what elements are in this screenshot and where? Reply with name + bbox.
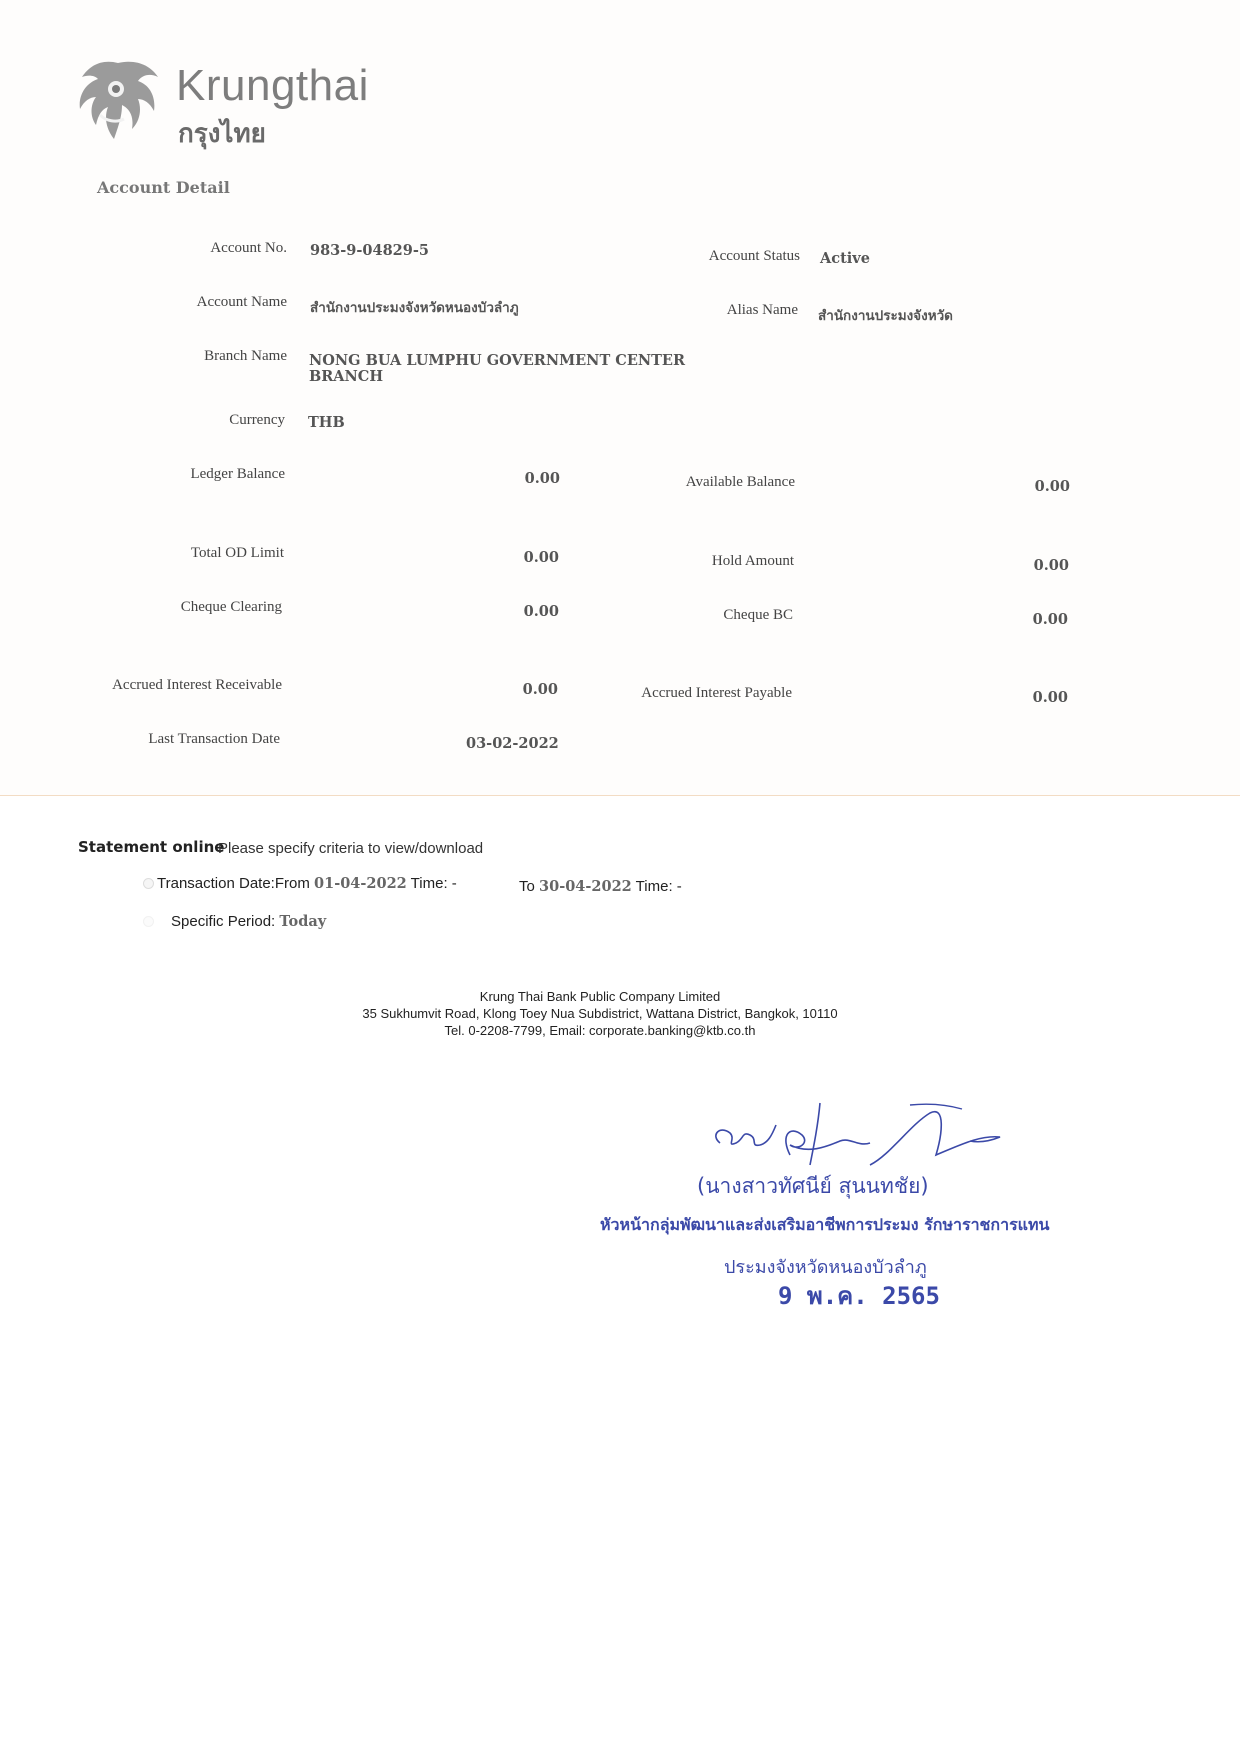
currency-label: Currency bbox=[229, 412, 285, 428]
certifier-name: (นางสาวทัศนีย์ สุนนทชัย) bbox=[697, 1174, 929, 1198]
account-detail-title: Account Detail bbox=[97, 178, 230, 197]
garuda-icon bbox=[72, 55, 164, 147]
logo-text-en: Krungthai bbox=[176, 61, 369, 110]
account-status-label: Account Status bbox=[708, 248, 800, 264]
cheque-clearing-value: 0.00 bbox=[523, 603, 559, 620]
to-label: To bbox=[519, 878, 535, 895]
footer-address: 35 Sukhumvit Road, Klong Toey Nua Subdistrict, Wattana District, Bangkok, 10110 bbox=[362, 1006, 838, 1021]
specific-period-row bbox=[171, 913, 326, 930]
account-name-label: Account Name bbox=[196, 294, 287, 310]
specific-period-label: Specific Period: bbox=[171, 913, 276, 930]
bank-footer bbox=[300, 988, 900, 1039]
branch-name-value-line2: BRANCH bbox=[309, 368, 384, 385]
total-od-limit-label: Total OD Limit bbox=[190, 545, 284, 561]
specific-period-value[interactable]: Today bbox=[279, 913, 327, 930]
transaction-date-radio[interactable] bbox=[143, 878, 154, 889]
alias-name-label: Alias Name bbox=[726, 302, 798, 318]
krungthai-logo bbox=[72, 55, 392, 155]
account-name-value: สำนักงานประมงจังหวัดหนองบัวลำภู bbox=[310, 300, 519, 316]
accrued-interest-payable-value: 0.00 bbox=[1032, 689, 1068, 706]
section-divider bbox=[0, 795, 1240, 796]
cheque-clearing-label: Cheque Clearing bbox=[180, 599, 282, 615]
account-no-value: 983-9-04829-5 bbox=[310, 242, 429, 259]
currency-value: THB bbox=[308, 414, 345, 431]
footer-contact: Tel. 0-2208-7799, Email: corporate.banking@ktb.co.th bbox=[444, 1023, 756, 1038]
ledger-balance-label: Ledger Balance bbox=[190, 466, 285, 482]
cheque-bc-label: Cheque BC bbox=[723, 607, 793, 623]
certification-date: 9 พ.ค. 2565 bbox=[778, 1282, 940, 1310]
statement-hint: Please specify criteria to view/download bbox=[218, 840, 484, 857]
from-time-label: Time: bbox=[410, 875, 448, 892]
accrued-interest-payable-label: Accrued Interest Payable bbox=[641, 685, 792, 701]
ledger-balance-value: 0.00 bbox=[524, 470, 560, 487]
transaction-date-row bbox=[157, 875, 457, 892]
last-transaction-date-label: Last Transaction Date bbox=[148, 731, 280, 747]
to-time-label: Time: bbox=[635, 878, 673, 895]
branch-name-label: Branch Name bbox=[204, 348, 287, 364]
statement-online-title: Statement online bbox=[78, 838, 225, 856]
account-status-value: Active bbox=[820, 250, 870, 267]
cheque-bc-value: 0.00 bbox=[1032, 611, 1068, 628]
to-date-row bbox=[519, 878, 682, 895]
from-label: From bbox=[274, 875, 310, 892]
from-date-value[interactable]: 01-04-2022 bbox=[314, 875, 407, 892]
last-transaction-date-value: 03-02-2022 bbox=[466, 735, 559, 752]
specific-period-radio[interactable] bbox=[143, 916, 154, 927]
certifier-position: หัวหน้ากลุ่มพัฒนาและส่งเสริมอาชีพการประมง รักษาราชการแทน bbox=[600, 1215, 1050, 1234]
hold-amount-label: Hold Amount bbox=[711, 553, 794, 569]
available-balance-label: Available Balance bbox=[685, 474, 795, 490]
account-no-label: Account No. bbox=[210, 240, 287, 256]
branch-name-value-line1: NONG BUA LUMPHU GOVERNMENT CENTER bbox=[309, 352, 686, 369]
from-time-value[interactable]: - bbox=[451, 875, 457, 892]
accrued-interest-receivable-label: Accrued Interest Receivable bbox=[112, 677, 282, 693]
available-balance-value: 0.00 bbox=[1034, 478, 1070, 495]
certifier-office: ประมงจังหวัดหนองบัวลำภู bbox=[724, 1257, 927, 1278]
to-time-value[interactable]: - bbox=[676, 878, 682, 895]
alias-name-value: สำนักงานประมงจังหวัด bbox=[818, 308, 953, 324]
transaction-date-label: Transaction Date: bbox=[157, 875, 275, 892]
footer-company-name: Krung Thai Bank Public Company Limited bbox=[479, 989, 721, 1004]
logo-text-th: กรุงไทย bbox=[178, 119, 266, 149]
hold-amount-value: 0.00 bbox=[1033, 557, 1069, 574]
total-od-limit-value: 0.00 bbox=[523, 549, 559, 566]
accrued-interest-receivable-value: 0.00 bbox=[522, 681, 558, 698]
to-date-value[interactable]: 30-04-2022 bbox=[539, 878, 632, 895]
